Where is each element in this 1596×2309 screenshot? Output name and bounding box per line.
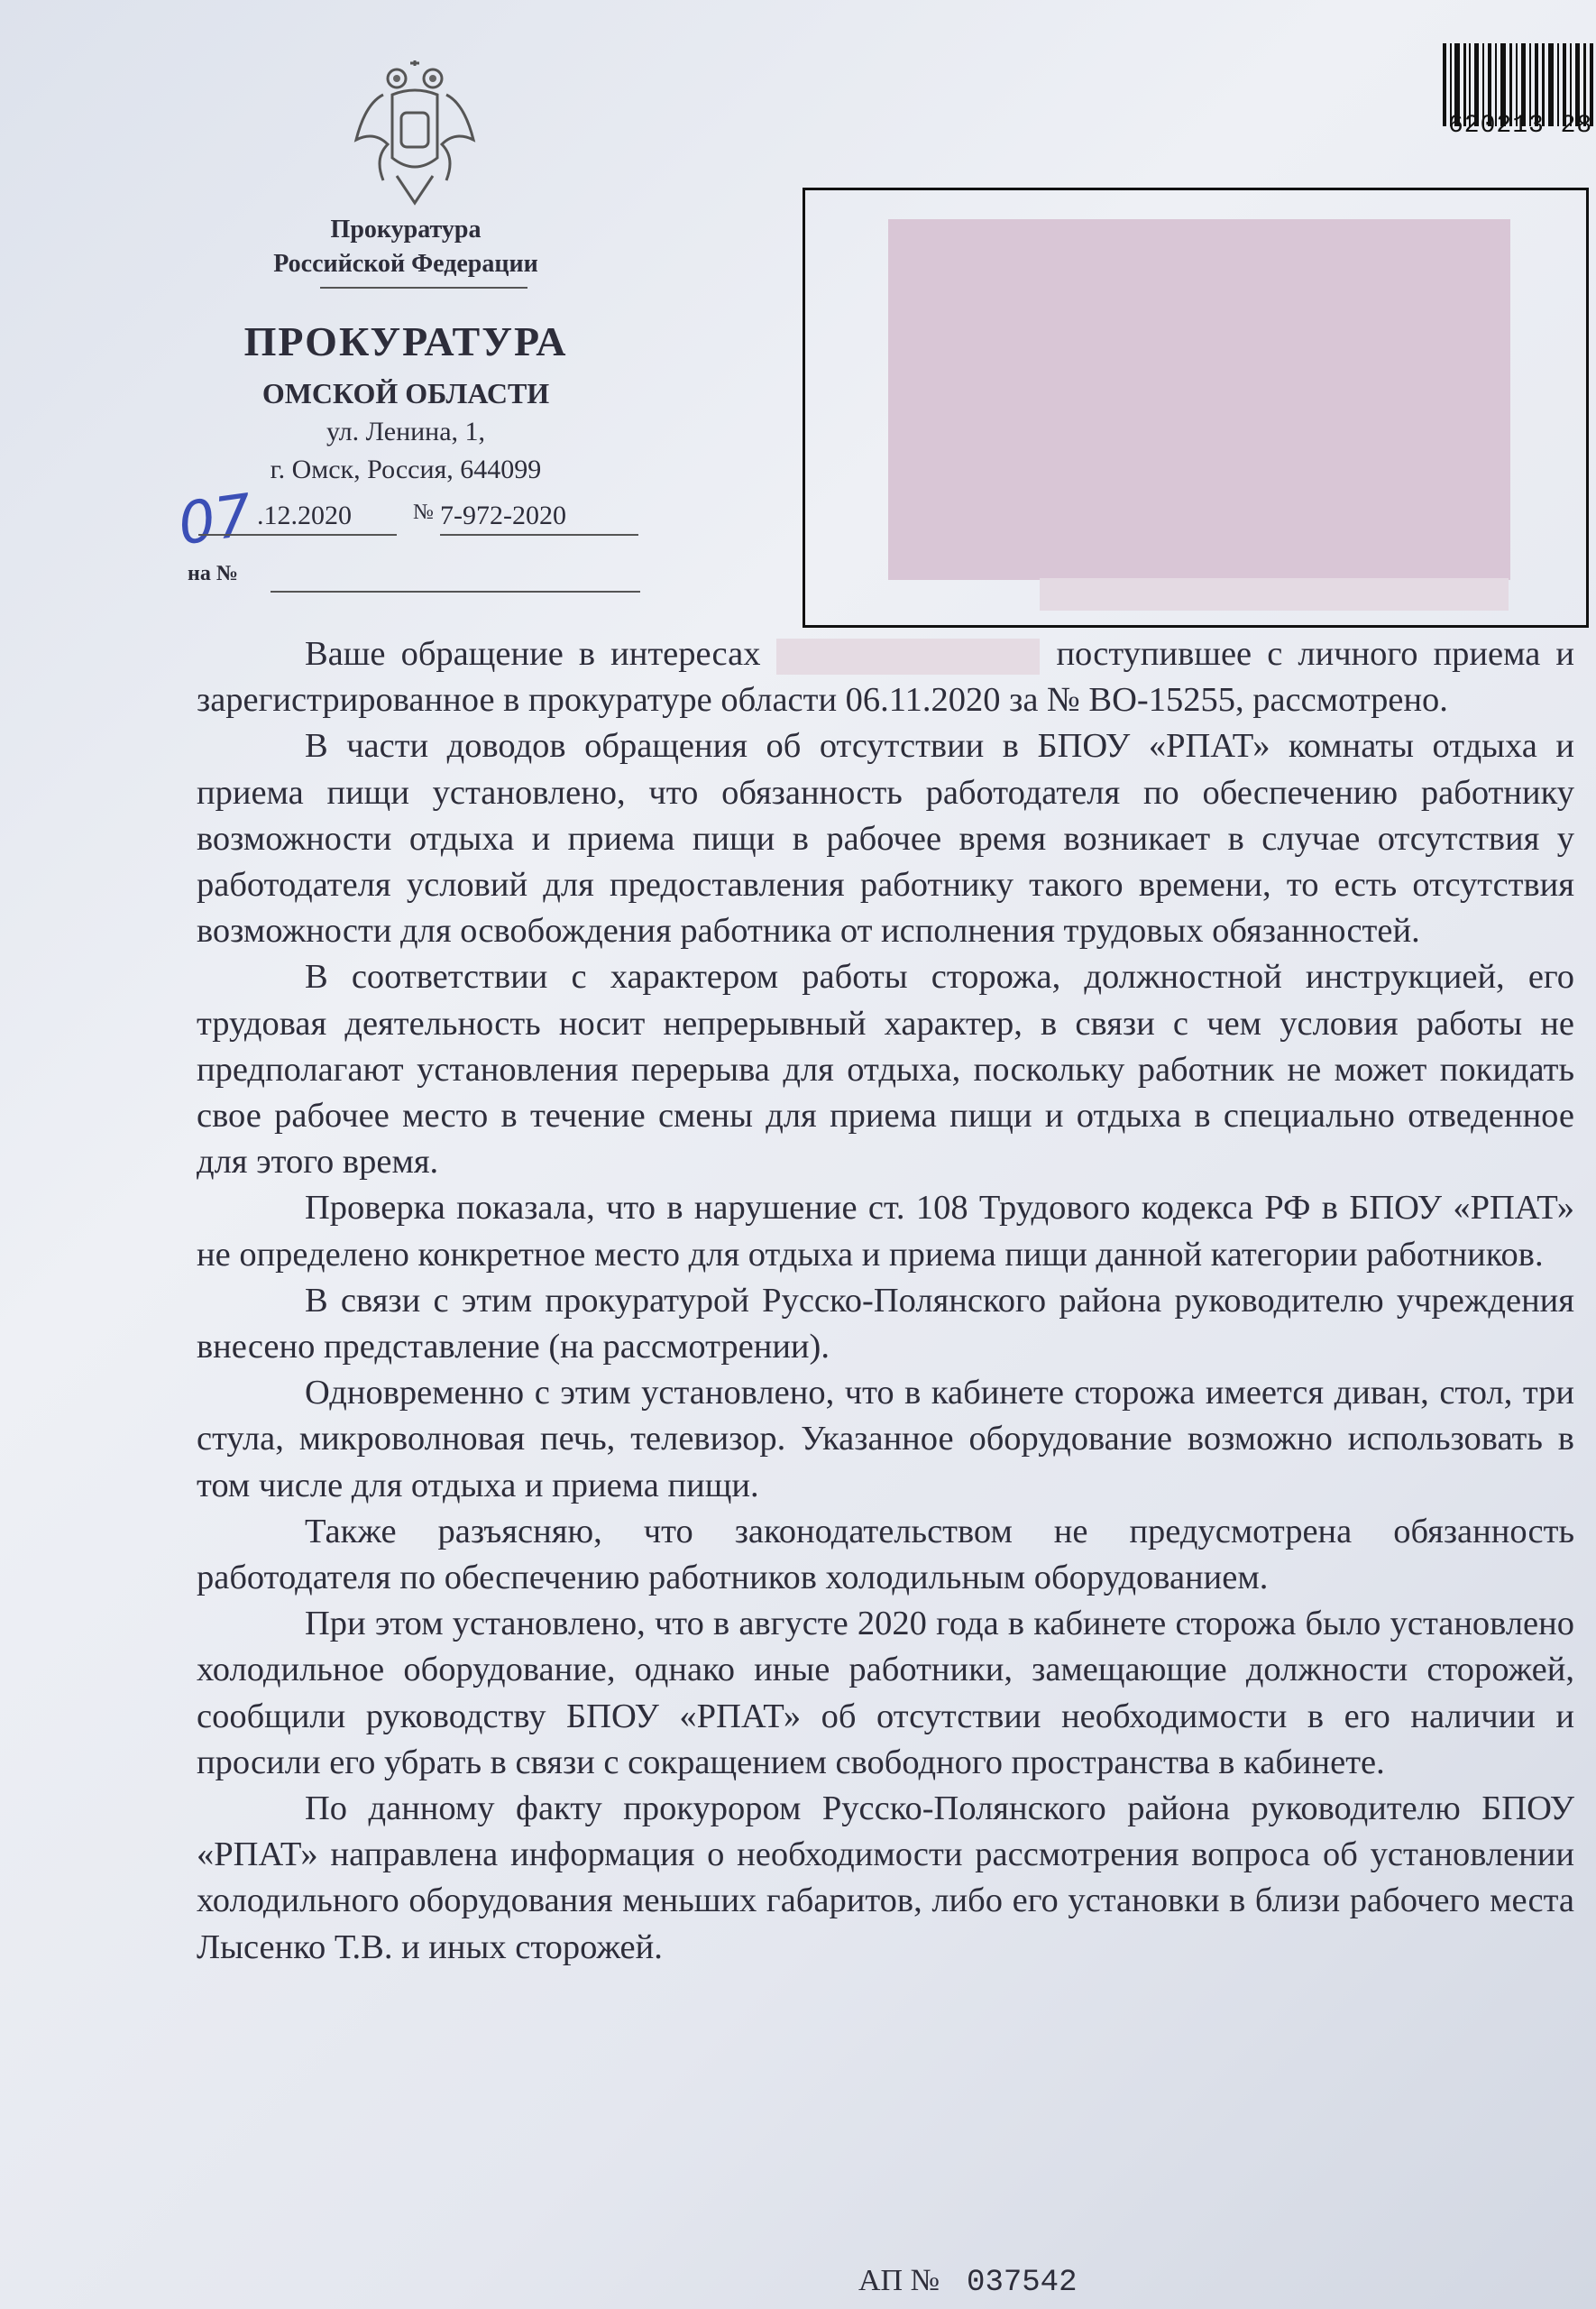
paragraph-1 bbox=[197, 631, 1574, 723]
paragraph-1-end: поступившее с личного приема и зарегистрированное в прокуратуре области 06.11.2020 за № ВО-15255, рассмотрено. bbox=[197, 635, 1574, 720]
handwritten-day: 07 bbox=[174, 482, 257, 559]
paragraph-5: В связи с этим прокуратурой Русско-Полянского района руководителю учреждения внесено представление (на рассмотрении). bbox=[197, 1281, 1574, 1366]
org-region: ОМСКОЙ ОБЛАСТИ bbox=[261, 377, 550, 409]
form-serial-number: 037542 bbox=[967, 2266, 1078, 2300]
address-line-2: г. Омск, Россия, 644099 bbox=[270, 455, 542, 484]
number-underline bbox=[440, 534, 638, 536]
paragraph-8: При этом установлено, что в августе 2020 года в кабинете сторожа было установлено холодильное оборудование, однако иные работники, замещающие должности сторожей, сообщили руководству БПОУ «РПАТ» об отсутствии необходимости в его наличии и просили его убрать в связи с сокращением свободного пространства в кабинете. bbox=[197, 1605, 1574, 1781]
paragraph-3: В соответствии с характером работы сторожа, должностной инструкцией, его трудовая деятельность носит непрерывный характер, в связи с чем условия работы не предполагают установления перерыва для отдыха, поскольку работник не может покидать свое рабочее место в течение смены для приема пищи и отдыха в специально отведенное для этого время. bbox=[197, 958, 1574, 1182]
paragraph-7: Также разъясняю, что законодательством не предусмотрена обязанность работодателя по обеспечению работников холодильным оборудованием. bbox=[197, 1512, 1574, 1597]
address-line-1: ул. Ленина, 1, bbox=[326, 417, 486, 446]
reference-label: на № bbox=[188, 562, 238, 585]
reference-underline bbox=[271, 591, 640, 593]
letter-body bbox=[197, 631, 1574, 1971]
header-divider bbox=[320, 287, 527, 289]
number-label: № bbox=[413, 501, 434, 524]
redacted-name bbox=[776, 639, 1040, 675]
org-name-header bbox=[180, 213, 631, 281]
paragraph-9: По данному факту прокурором Русско-Полянского района руководителю БПОУ «РПАТ» направлена информация о необходимости рассмотрения вопроса об установлении холодильного оборудования меньших габаритов, либо его установки в близи рабочего места Лысенко Т.В. и иных сторожей. bbox=[197, 1789, 1574, 1966]
document-number: 7-972-2020 bbox=[440, 501, 566, 530]
date-underline bbox=[198, 534, 397, 536]
paragraph-6: Одновременно с этим установлено, что в кабинете сторожа имеется диван, стол, три стула, микроволновая печь, телевизор. Указанное оборудование возможно использовать в том числе для отдыха и приема пищи. bbox=[197, 1374, 1574, 1504]
org-line-2: Российской Федерации bbox=[273, 250, 538, 278]
form-serial-label: АП № bbox=[858, 2264, 940, 2297]
paragraph-2: В части доводов обращения об отсутствии в БПОУ «РПАТ» комнаты отдыха и приема пищи установлено, что обязанность работодателя по обеспечению работнику возможности отдыха и приема пищи в рабочее время возникает в случае отсутствия у работодателя условий для предоставления работнику такого времени, то есть отсутствия возможности для освобождения работника от исполнения трудовых обязанностей. bbox=[197, 727, 1574, 951]
redacted-addressee-tail bbox=[1040, 578, 1509, 611]
paragraph-1-start: Ваше обращение в интересах bbox=[305, 635, 761, 673]
addressee-box bbox=[803, 188, 1589, 628]
date-value: .12.2020 bbox=[257, 501, 352, 530]
org-line-1: Прокуратура bbox=[330, 216, 482, 244]
barcode-number: 620213 28 bbox=[1448, 112, 1593, 140]
redacted-addressee bbox=[888, 219, 1510, 580]
org-main-title: ПРОКУРАТУРА bbox=[243, 318, 568, 364]
form-serial bbox=[858, 2264, 1077, 2300]
coat-of-arms-emblem bbox=[347, 59, 482, 207]
paragraph-4: Проверка показала, что в нарушение ст. 108 Трудового кодекса РФ в БПОУ «РПАТ» не определено конкретное место для отдыха и приема пищи данной категории работников. bbox=[197, 1189, 1574, 1274]
